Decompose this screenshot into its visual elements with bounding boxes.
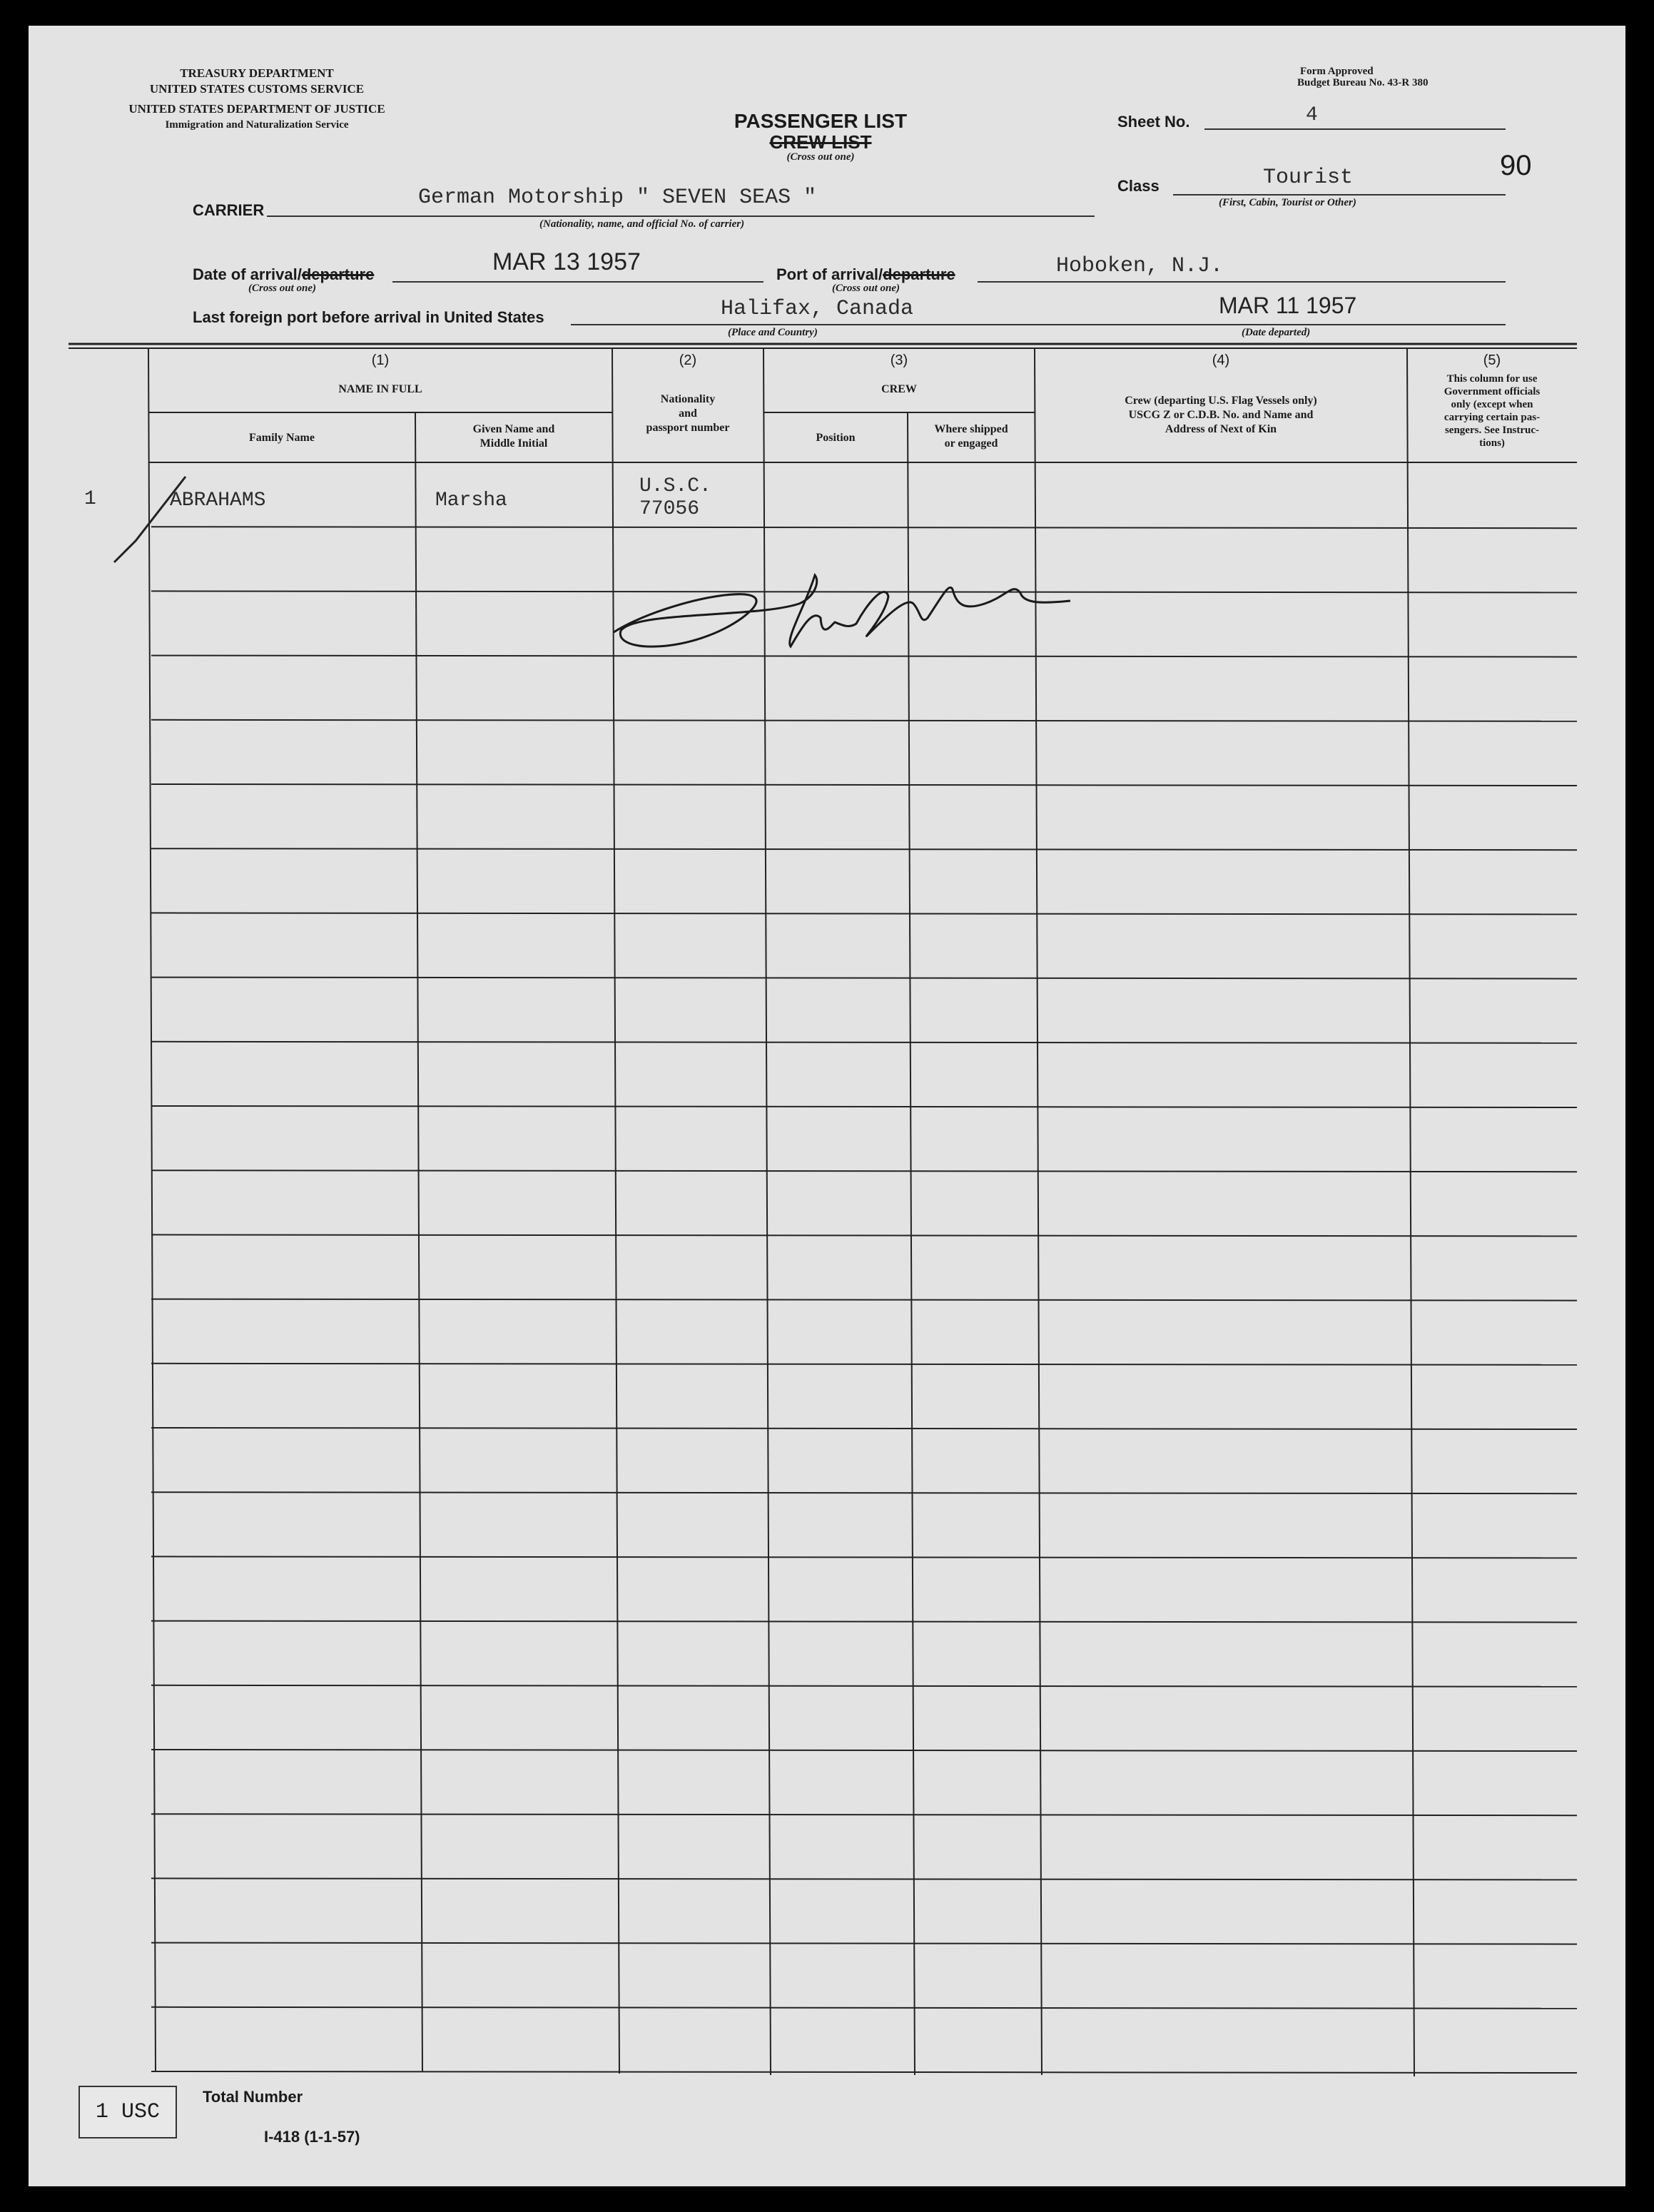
title-crossed: CREW LIST [769,131,872,153]
check-mark [107,462,193,577]
row-line-number: 1 [84,488,96,510]
col1-title: NAME IN FULL [338,383,422,395]
agency-line-treasury: TREASURY DEPARTMENT [180,66,334,80]
col1b-given-name [415,422,612,451]
page-mark: 90 [1500,150,1532,181]
port-cross-note: (Cross out one) [832,283,900,294]
table-row-line [151,913,1577,914]
date-departed-value: MAR 11 1957 [1219,293,1357,318]
col2-nationality [612,392,763,435]
col3a-position: Position [816,432,856,444]
form-approved-line2: Budget Bureau No. 43-R 380 [1297,77,1429,88]
row-nationality-line1: U.S.C. [639,475,711,497]
col5-line2: Government officials [1444,386,1541,397]
col1-number: (1) [371,352,390,368]
port-label-crossed: departure [883,265,955,283]
table-grid [29,26,1625,2186]
total-number-label: Total Number [203,2088,303,2106]
col3-title: CREW [881,383,917,395]
table-row-line [151,2007,1577,2009]
date-label-text: Date of arrival/ [193,265,302,283]
col5-line4: carrying certain pas- [1444,412,1541,423]
date-departed-hint: (Date departed) [1242,327,1311,338]
col4-crew-info [1035,394,1407,437]
table-row-line [151,1042,1577,1043]
class-value: Tourist [1263,166,1354,190]
date-cross-note: (Cross out one) [248,283,317,294]
passenger-list-form [29,26,1625,2186]
col3-number: (3) [890,352,908,368]
title-cross-note: (Cross out one) [786,151,855,163]
table-row-line [151,1428,1577,1429]
col4-line2: USCG Z or C.D.B. No. and Name and [1128,409,1314,421]
col2-line1: Nationality [660,393,716,405]
col4-number: (4) [1212,352,1230,368]
table-row-line [151,1299,1577,1301]
table-row-line [151,1750,1577,1751]
table-row-line [151,1364,1577,1365]
form-approved-line1: Form Approved [1300,66,1374,77]
row-nationality [639,475,711,521]
col3b-line1: Where shipped [934,423,1008,435]
last-port-hint: (Place and Country) [728,327,818,338]
table-row-line [151,1170,1577,1172]
port-label-text: Port of arrival/ [776,265,883,283]
carrier-hint: (Nationality, name, and official No. of carrier) [539,218,745,230]
table-row-line [151,527,1577,528]
last-port-value: Halifax, Canada [721,297,914,321]
table-row-line [151,1234,1577,1236]
table-row-line [151,848,1577,850]
table-row-line [151,1106,1577,1107]
table-row-line [151,978,1577,979]
col3b-line2: or engaged [944,437,998,450]
col5-government [1407,372,1577,450]
sheet-number: 4 [1306,104,1318,126]
agency-line-ins: Immigration and Naturalization Service [165,119,349,131]
col5-line5: sengers. See Instruc- [1444,425,1540,436]
row-nationality-line2: 77056 [639,498,700,520]
table-row-line [151,2071,1577,2073]
class-hint: (First, Cabin, Tourist or Other) [1219,197,1356,208]
col5-number: (5) [1483,352,1501,368]
carrier-value: German Motorship " SEVEN SEAS " [418,186,817,210]
col2-line2: and [679,407,697,420]
table-row-line [151,1878,1577,1879]
carrier-label: CARRIER [193,201,265,219]
col4-line3: Address of Next of Kin [1165,423,1277,435]
table-row-line [151,720,1577,721]
col2-line3: passport number [646,422,730,434]
row-family-name: ABRAHAMS [170,489,266,512]
col5-line1: This column for use [1446,373,1538,385]
table-row-line [151,784,1577,786]
total-number-box: 1 USC [78,2086,177,2139]
form-number: I-418 (1-1-57) [264,2128,360,2146]
row-given-name: Marsha [435,489,507,512]
sheet-label: Sheet No. [1117,113,1190,131]
class-label: Class [1117,177,1160,195]
col1b-line1: Given Name and [472,423,555,435]
page-title: PASSENGER LIST [734,110,908,132]
col3b-where-shipped [908,422,1035,451]
table-row-line [151,1943,1577,1944]
table-row-line [151,1621,1577,1623]
handwritten-signature [585,554,1085,682]
col1b-line2: Middle Initial [480,437,548,450]
date-arrival-value: MAR 13 1957 [492,248,641,275]
col5-line6: tions) [1479,437,1505,449]
last-port-label: Last foreign port before arrival in United States [193,308,544,326]
table-row-line [151,1814,1577,1815]
col4-line1: Crew (departing U.S. Flag Vessels only) [1125,395,1317,407]
table-row-line [151,1492,1577,1493]
port-value: Hoboken, N.J. [1056,254,1224,278]
col5-line3: only (except when [1451,399,1533,410]
table-row-line [151,1556,1577,1558]
table-row-line [151,1685,1577,1687]
col2-number: (2) [679,352,697,368]
col1a-family-name: Family Name [249,432,315,444]
date-label-crossed: departure [301,265,375,283]
agency-line-customs: UNITED STATES CUSTOMS SERVICE [149,82,365,96]
agency-line-justice: UNITED STATES DEPARTMENT OF JUSTICE [128,102,385,116]
